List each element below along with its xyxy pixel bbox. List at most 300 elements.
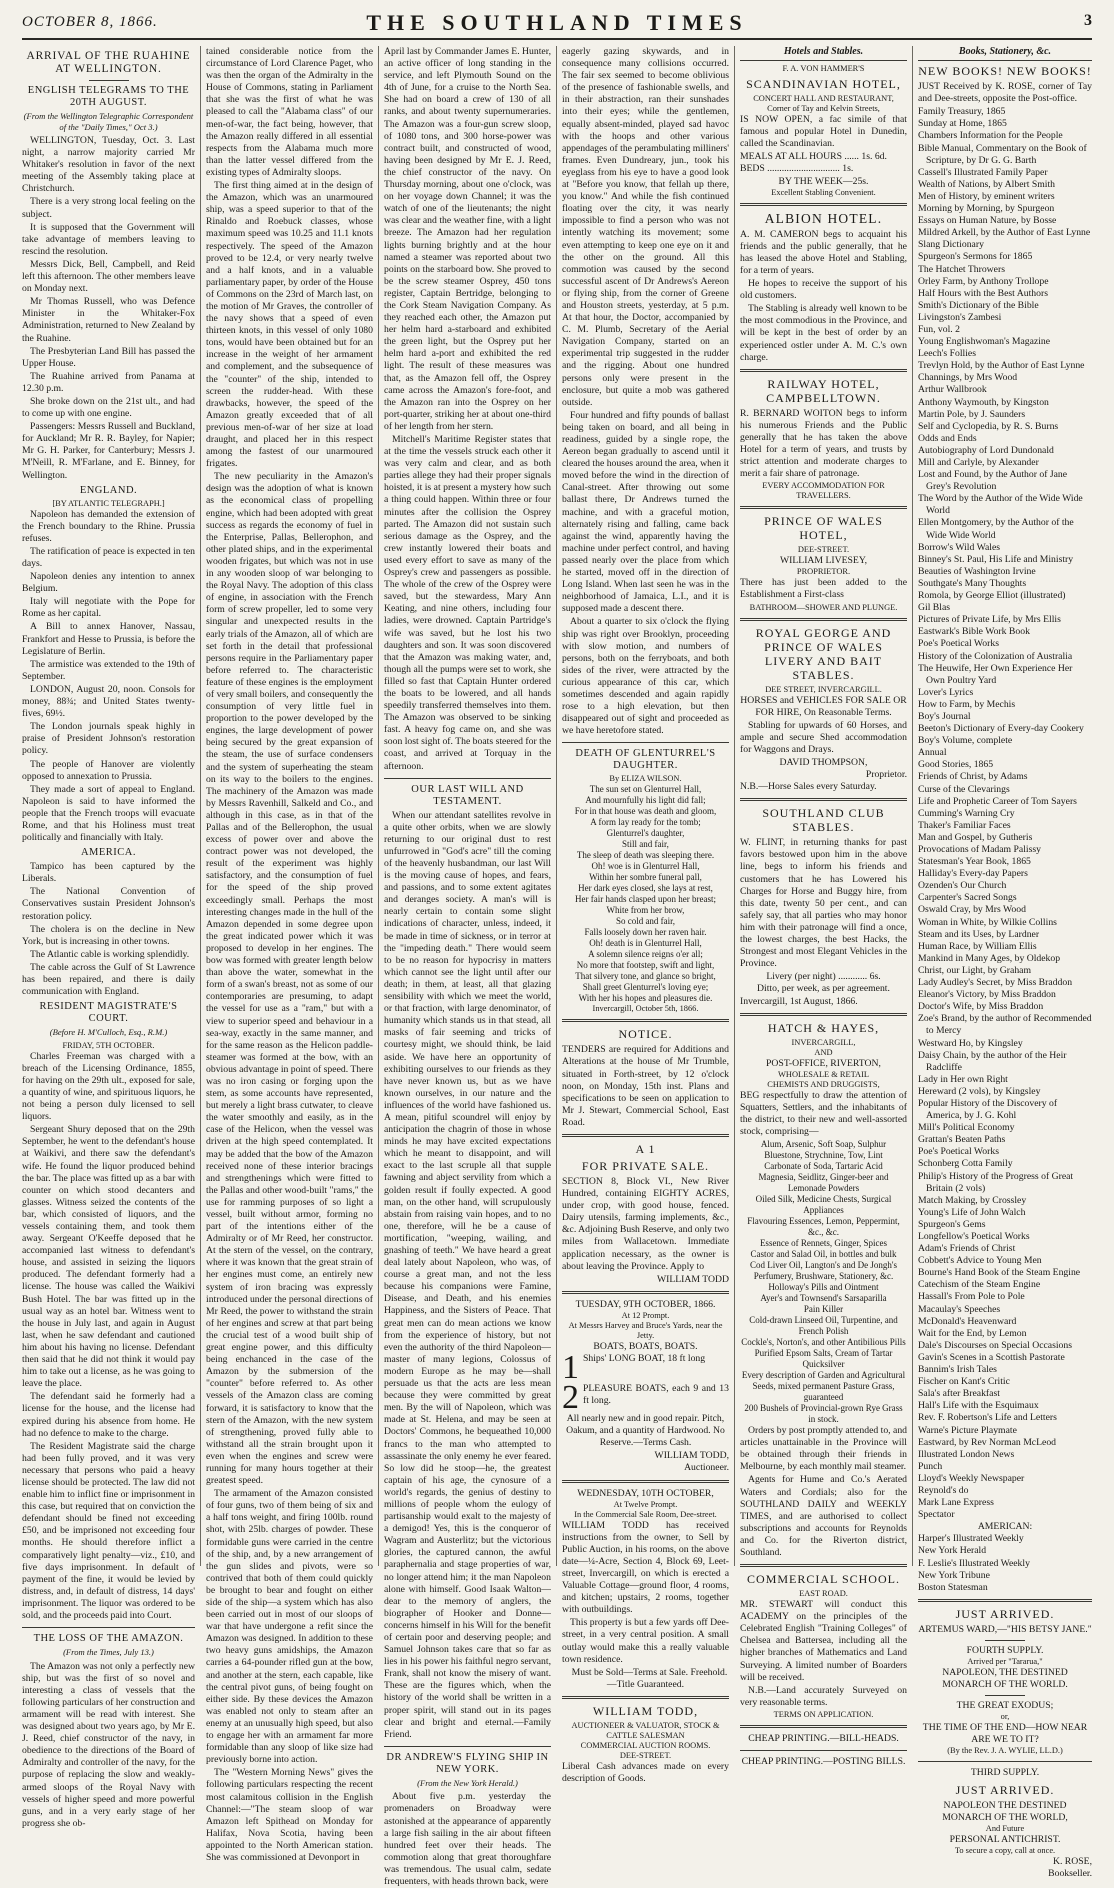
- book-item: Boy's Volume, complete: [918, 735, 1013, 747]
- book-item: Lady Audley's Secret, by Miss Braddon: [918, 977, 1073, 989]
- paragraph: They made a sort of appeal to England. Napoleon is said to have informed the people that the French troops will evacuate Rome, and that his Holiness must treat politically and financially with Italy.: [22, 783, 195, 844]
- column-5: [734, 46, 912, 1768]
- list-item: Purified Epsom Salts, Cream of Tartar: [754, 1348, 893, 1359]
- hammer-text: IS NOW OPEN, a fac simile of that famous and popular Hotel in Dunedin, called the Scandinavian.: [740, 114, 907, 150]
- divider: [740, 1564, 907, 1567]
- book-item: Romola, by George Elliot (illustrated): [918, 590, 1066, 602]
- todd-role: AUCTIONEER & VALUATOR, STOCK & CATTLE SALESMAN: [571, 1720, 720, 1740]
- book-item: Lover's Lyrics: [918, 686, 974, 698]
- list-item: Pain Killer: [803, 1304, 844, 1315]
- book-item: Chambers Information for the People: [918, 130, 1063, 142]
- sale-text: SECTION 8, Block VI., New River Hundred, containing EIGHTY ACRES, under crop, with good house, fenced. Dairy utensils, farming implements, &c., &c. Adjoining Bush Reserve, and only two miles from Wallacetown. Immediate application necessary, as the owner is about leaving the Province. Apply to: [562, 1176, 729, 1272]
- cheap-printing-2: CHEAP PRINTING.—POSTING BILLS.: [741, 1756, 906, 1768]
- pow-street: DEE-STREET.: [797, 545, 850, 555]
- book-item: Christ, our Light, by Graham: [918, 964, 1032, 976]
- book-item: Essays on Human Nature, by Bosse: [918, 215, 1057, 227]
- book-item: Mill's Political Economy: [918, 1122, 1015, 1134]
- book-item: Sala's after Breakfast: [918, 1388, 1000, 1400]
- court-date: FRIDAY, 5TH OCTOBER.: [62, 1040, 155, 1050]
- list-item: Every description of Garden and Agricultural Seeds, mixed permanent Pasture Grass, guaranteed: [741, 1370, 906, 1403]
- fourth-supply: FOURTH SUPPLY.: [966, 1644, 1044, 1656]
- scandinavian-hotel: SCANDINAVIAN HOTEL,: [746, 77, 901, 92]
- paragraph: Mitchell's Maritime Register states that at the time the vessels struck each other it was very calm and clear, and as both parties allege they had their proper signals hoisted, it is at present a mystery how such a thing could happen. Within three or four minutes after the collision the Osprey parted. The Amazon did not sustain such serious damage as the Osprey, and the crew instantly lowered their boats and used every effort to save as many of the Osprey's crew and passengers as possible. The whole of the crew of the Osprey were saved, but the stewardess, Mary Ann Keating, and nine others, including four ladies, were drowned. Captain Partridge's wife was saved, but he lost his two daughters and son. It was soon discovered that the Amazon was making water, and, though all the pumps were set to work, she filled so fast that Captain Hunter ordered the boats to be lowered, and all hands speedily transferred themselves into them. The Amazon was observed to be sinking fast. A heavy fog came on, and she was soon lost sight of. The boats steered for the coast, and arrived at Torquay in the afternoon.: [384, 434, 551, 772]
- todd-heading: WILLIAM TODD,: [592, 1703, 699, 1718]
- hatch-hayes-heading: HATCH & HAYES,: [767, 1020, 880, 1035]
- headline-england: ENGLAND.: [79, 484, 138, 496]
- list-item: Holloway's Pills and Ointment: [768, 1282, 879, 1293]
- book-item: Oswald Cray, by Mrs Wood: [918, 904, 1026, 916]
- book-item: Odds and Ends: [918, 432, 977, 444]
- just-arrived-2: JUST ARRIVED.: [955, 1782, 1055, 1797]
- book-item: Warne's Picture Playmate: [918, 1424, 1017, 1436]
- book-item: Provocations of Madam Palissy: [918, 844, 1041, 855]
- book-item: Steam and its Uses, by Lardner: [918, 928, 1040, 940]
- hammer-location: Corner of Tay and Kelvin Streets,: [767, 104, 880, 114]
- book-list: [918, 106, 1092, 1521]
- list-item: Flavouring Essences, Lemon, Peppermint, &c., &c.: [747, 1216, 900, 1238]
- book-item: Sunday at Home, 1865: [918, 118, 1007, 130]
- boats-heading: BOATS, BOATS, BOATS.: [593, 1340, 698, 1352]
- book-item: Arthur Wallbrook: [918, 384, 987, 396]
- stabling-note: Excellent Stabling Convenient.: [771, 187, 876, 197]
- american-item: New York Herald: [918, 1545, 987, 1557]
- book-item: Eleanor's Victory, by Miss Braddon: [918, 989, 1056, 1001]
- book-item: Slang Dictionary: [918, 239, 984, 251]
- poem-line: With her his hopes and pleasures die.: [578, 993, 713, 1004]
- poem-line: Still and fair,: [622, 839, 669, 850]
- poem-line: For in that house was death and gloom,: [574, 806, 717, 817]
- poem: [562, 784, 729, 1004]
- column-2: [200, 46, 378, 1863]
- book-item: Eastwark's Bible Work Book: [918, 626, 1030, 638]
- divider: [740, 369, 907, 372]
- royal-text: HORSES and VEHICLES FOR SALE OR FOR HIRE, On Reasonable Terms.: [740, 694, 907, 718]
- napoleon-monarch: NAPOLEON, THE DESTINED MONARCH OF THE WORLD.: [942, 1667, 1068, 1691]
- book-item: Mill and Carlyle, by Alexander: [918, 457, 1039, 468]
- auction-venue: At Messrs Harvey and Bruce's Yards, near the Jetty.: [568, 1320, 723, 1340]
- paragraph: The cable across the Gulf of St Lawrence has been repaired, and there is daily communication with England.: [22, 961, 195, 998]
- paragraph: Sergeant Shury deposed that on the 29th September, he went to the defendant's house at Waikivi, and there saw the defendant's wife. He found the liquor produced behind the bar. The place was fitted up as a bar with counter on which stood decanters and glasses. Witness seized the contents of the bar, which consisted of liquors, and the vessels containing them, and took them away. Sergeant O'Keeffe deposed that he accompanied last witness to defendant's house, and assisted in seizing the liquors produced. The defendant formerly had a license. The house was called the Waikivi Bush Hotel. The bar was fitted up in the usual way as an hotel bar. Witness went to the house in July last, and again in August last, when he saw defendant and cautioned him about his having no license. Defendant then said that he did not think it would pay him to take out a license, as he was going to leave the place.: [22, 1124, 195, 1390]
- divider: [562, 1696, 729, 1699]
- book-item: Orley Farm, by Anthony Trollope: [918, 275, 1049, 287]
- boats-note: All nearly new and in good repair. Pitch, Oakum, and a quantity of Hardwood. No Reserve.—Terms Cash.: [566, 1413, 725, 1449]
- paragraph: The ratification of peace is expected in ten days.: [22, 545, 195, 569]
- divider: [562, 1480, 729, 1483]
- book-item: Young Englishwoman's Magazine: [918, 336, 1051, 348]
- poem-line: A form lay ready for the tomb;: [590, 817, 701, 828]
- just-arrived-heading: JUST ARRIVED.: [955, 1606, 1055, 1621]
- paragraph: Passengers: Messrs Russell and Buckland, for Auckland; Mr R. R. Bayley, for Napier; Mr G. H. Parker, for Canterbury; Messrs J. M'Neill, R. M'Farlane, and E. Binney, for Wellington.: [22, 421, 195, 481]
- book-item: Daisy Chain, by the author of the Heir Radcliffe: [918, 1049, 1067, 1073]
- railway-text: R. BERNARD WOITON begs to inform his numerous Friends and the Public generally that he has taken the above Hotel for a term of years, and trusts by strict attention and moderate charges to merit a fair share of patronage.: [740, 407, 907, 480]
- list-item: 200 Bushels of Provincial-grown Rye Grass in stock.: [744, 1403, 903, 1425]
- divider: [22, 1627, 195, 1628]
- column-3: [378, 46, 556, 1887]
- or-word: or,: [1000, 1712, 1010, 1722]
- book-item: Trevlyn Hold, by the Author of East Lynne: [918, 360, 1085, 372]
- book-item: Thaker's Familiar Faces: [918, 819, 1011, 831]
- wednesday-text: WILLIAM TODD has received instructions from the owner, to Sell by Public Auction, in his rooms, on the above date—¼-Acre, Section 4, Block 69, Leet-street, Invercargill, on which is erected a Valuable Cottage—ground floor, 4 rooms, and kitchen; upstairs, 2 rooms, together with outbuildings.: [562, 1519, 729, 1616]
- paragraph: The first thing aimed at in the design of the Amazon, which was an unarmoured ship, was a speed superior to that of the Rinaldo and Roebuck classes, whose maximum speed was 10.25 and 11.1 knots respectively. The speed of the Amazon proved to be 12.4, or very nearly twelve and a half knots, and in a valuable parliamentary paper, by order of the House of Commons on the 23rd of March last, on the motion of Mr Graves, the controller of the navy shows that a speed of even thirteen knots, in this vessel of only 1080 tons, would have been obtained but for an increase in the weight of her armament and complement, and the subsequence of the "counter" of the ship, intended to screen the rudder-head. With these drawbacks, however, the speed of the Amazon greatly exceeded that of all previous men-of-war of her size at load draught, and placed her in this respect among the fastest of our unarmoured frigates.: [206, 180, 373, 470]
- boat-count-icon: 2: [562, 1379, 579, 1417]
- book-item: History of the Colonization of Australia: [918, 650, 1073, 662]
- book-item: Macaulay's Speeches: [918, 1303, 1001, 1315]
- boat-text: Ships' LONG BOAT, 18 ft long: [583, 1353, 706, 1365]
- private-sale-heading: FOR PRIVATE SALE.: [581, 1159, 710, 1173]
- club-text: W. FLINT, in returning thanks for past favors bestowed upon him in the above line, begs to inform his friends and customers that he has Lowered his Charges for Horse and Buggy hire, from this date, twenty 50 per cent., and can safely say, that all parties who may honor him with their patronage will find a once, the lowest charges, the best Hacks, the Strongest and most Elegant Vehicles in the Province.: [740, 837, 907, 970]
- hammer-owner: F. A. VON HAMMER'S: [782, 64, 865, 74]
- flying-ship-source: (From the New York Herald.): [417, 1777, 518, 1788]
- book-item: Lloyd's Weekly Newspaper: [918, 1472, 1025, 1484]
- club-livery: Livery (per night) ............ 6s.: [766, 971, 881, 983]
- divider: [740, 506, 907, 509]
- poem-line: Within her sombre funeral pall,: [589, 872, 702, 883]
- divider: [985, 1695, 1025, 1696]
- book-item: Eastward, by Rev Norman McLeod: [918, 1436, 1057, 1448]
- prince-of-wales-heading: PRINCE OF WALES HOTEL,: [764, 514, 883, 543]
- headline-last-will: OUR LAST WILL AND TESTAMENT.: [411, 783, 524, 807]
- book-item: Wealth of Nations, by Albert Smith: [918, 178, 1055, 190]
- poem-line: The sun set on Glenturrel Hall,: [589, 784, 702, 795]
- pow-text: There has just been added to the Establishment a First-class: [740, 577, 907, 601]
- school-nb: N.B.—Land accurately Surveyed on very reasonable terms.: [740, 1684, 907, 1708]
- paragraph: The new peculiarity in the Amazon's design was the adoption of what is known as the economical class of propelling engine, which had been adopted with great success as regards the economy of fuel in the Enterprise, Pallas, Bellerophon, and other plated ships, and in the experimental wooden frigates, but which was not in use in any wooden sloop of war belonging to the Royal Navy. The adoption of this class of engine, in association with the French form of screw propeller, led to some very singular and unexpected results in the early trials of the Amazon, all of which are set forth in the detail that professional persons require in the Parliamentary paper before referred to. The characteristic feature of these engines is the employment of very small boilers, and consequently the consumption of very little fuel in proportion to the power developed by the engines, the large development of power being secured by the great expansion of the steam, the use of surface condensers and the system of superheating the steam on its way to the boilers to the engines. The machinery of the Amazon was made by Messrs Ravenhill, Salkeld and Co., and although in this case, as in that of the Pallas and of the Bellerophon, the usual excess of power over and above the contract power was not developed, the result of the experiment was highly satisfactory, and the consumption of fuel for the speed of the ship proved exceedingly small. Perhaps the most interesting changes made in the hull of the Amazon depended in some degree upon the great indicated power which it was proposed to develop in her engines. The bow was formed with greater length below than above the water, somewhat in the form of a swan's breast, not as some of our contemporaries are presuming, to adapt the vessel for use as a "ram," but with a view to superior speed and behaviour in a sea-way, exactly in the same manner, and for the same reason as the Helicon paddle-steamer was formed at the bow, with an obvious advantage in point of speed. There was no iron casing or forging upon the stem, as some accounts have represented, but merely a light brass cutwater, to cleave the water smoothly and easily, as in the case of the Helicon, when the vessel was driven at the high speed contemplated. It may be added that the bow of the Amazon received none of these interior bracings and strengthenings which were fitted to the Pallas and other wood-built "rams," the use for ramming purposes of so light a vessel, built without armor, forming no part of the intentions either of the Admiralty or of Mr Reed, her constructor. At the stern of the vessel, on the contrary, where it was known that the great strain of her engines must come, an entirely new system of iron bracing was expressly introduced under the personal directions of Mr Reed, the power to withstand the strain of her engines and screw at that part being the crucial test of a wood built ship of great engine power, and this difficulty being enchanced in the case of the Amazon by the submersion of the "counter" before referred to. As other vessels of the Amazon class are coming forward, it is satisfactory to know that the stern of the Amazon, with the new system of strengthening, proved fully able to withstand all the strain brought upon it even when the engines and screw were running for many hours together at their greatest speed.: [206, 471, 373, 1487]
- third-supply: THIRD SUPPLY.: [970, 1767, 1040, 1779]
- column-6: [912, 46, 1092, 1879]
- book-item: Adam's Friends of Christ: [918, 1243, 1016, 1255]
- auction-time: At 12 Prompt.: [621, 1310, 670, 1320]
- divider: [384, 778, 551, 779]
- paragraph: The Presbyterian Land Bill has passed the Upper House.: [22, 345, 195, 369]
- paragraph: Napoleon denies any intention to annex Belgium.: [22, 571, 195, 595]
- book-item: Human Race, by William Ellis: [918, 940, 1037, 952]
- divider: [740, 798, 907, 801]
- book-item: Curse of the Clevarings: [918, 783, 1010, 795]
- book-item: The Heuwife, Her Own Experience Her Own Poultry Yard: [918, 662, 1073, 686]
- book-item: Philip's History of the Progress of Great Britain (2 vols): [918, 1170, 1074, 1194]
- stock-list: [740, 1139, 907, 1425]
- divider: [740, 203, 907, 206]
- book-item: Bannim's Irish Tales: [918, 1364, 997, 1376]
- paragraph: The National Convention of Conservatives sustain President Johnson's restoration policy.: [22, 886, 195, 922]
- poem-line: That silvery tone, and glance so bright,: [575, 971, 716, 982]
- wednesday-venue: In the Commercial Sale Room, Dee-street.: [574, 1509, 717, 1519]
- book-item: Southgate's Many Thoughts: [918, 577, 1027, 589]
- book-item: Good Stories, 1865: [918, 759, 994, 771]
- time-of-end: THE TIME OF THE END—HOW NEAR ARE WE TO IT?: [922, 1722, 1088, 1746]
- boat-count-icon: 1: [562, 1349, 579, 1387]
- poem-line: A solemn silence reigns o'er all;: [588, 949, 703, 960]
- school-text: MR. STEWART will conduct this ACADEMY on the principles of the Celebrated English "Training Colleges" of Chelsea and Battersea, including all the higher branches of Mathematics and Land Surveying. A limited number of Boarders will be received.: [740, 1599, 907, 1683]
- tararua-note: Arrived per "Tararua,": [967, 1657, 1043, 1666]
- book-item: Doctor's Wife, by Miss Braddon: [918, 1001, 1044, 1013]
- book-item: How to Farm, by Mechis: [918, 698, 1016, 710]
- poem-line: White from her brow,: [606, 905, 685, 916]
- book-item: Spurgeon's Sermons for 1865: [918, 251, 1033, 263]
- club-stables-heading: SOUTHLAND CLUB STABLES.: [762, 806, 885, 835]
- book-item: Woman in White, by Wilkie Collins: [918, 916, 1057, 928]
- paragraph: tained considerable notice from the circumstance of Lord Clarence Paget, who was then the organ of the Admiralty in the House of Commons, stating in Parliament that she was the first of what he was pleased to call the "Alabama class" of our men-of-war, the fact being, however, that the Amazon really differed in all essential respects from the Alabama much more than the latter vessel differed from the existing types of Admiralty sloops.: [206, 46, 373, 178]
- section-hotels: Hotels and Stables.: [740, 46, 907, 61]
- headline-ruahine: ARRIVAL OF THE RUAHINE AT WELLINGTON.: [26, 50, 191, 75]
- paragraph: eagerly gazing skywards, and in consequence many collisions occurred. The fair sex seemed to become oblivious of the presence of fashionable swells, and in their abstraction, ran their sunshades into their eyes; while the gentlemen, equally absent-minded, played sad havoc with the hoops and other various appendages of the perambulating milliners' frames. Even Dundreary, jun., took his eyeglass from his eye to have a good look at "Before you know, that fellah up there, you know." And while the fish continued floating over the city, it was nearly impossible to find a person who was not intently watching its movement; some even attempting to keep one eye on it and the other on the ground. All this commotion was caused by the second successful ascent of Dr Andrews's Aereon or flying ship, from the corner of Greene and Houston streets, yesterday, at 5 p.m. At that hour, the Doctor, accompanied by C. M. Plumb, Secretary of the Aerial Navigation Company, started on an experimental trip suggested in the rudder and the rigging. About one hundred persons only were present in the enclosure, but quite a mob was gathered outside.: [562, 46, 729, 408]
- book-item: Schonberg Cotta Family: [918, 1158, 1013, 1170]
- book-item: Mildred Arkell, by the Author of East Lynne: [918, 227, 1091, 239]
- boat-text: PLEASURE BOATS, each 9 and 13 ft long.: [583, 1383, 729, 1407]
- albion-text3: The Stabling is already well known to be the most commodious in the Province, and will be kept in the best of order by an experienced ostler under A. M. C.'s own charge.: [740, 303, 908, 363]
- royal-role: Proprietor.: [865, 769, 907, 781]
- book-item: Illustrated London News: [918, 1448, 1015, 1460]
- page-number: 3: [1084, 12, 1092, 29]
- auction-date: TUESDAY, 9TH OCTOBER, 1866.: [575, 1298, 716, 1310]
- notice-heading: NOTICE.: [618, 1027, 673, 1042]
- book-item: Gil Blas: [918, 602, 951, 614]
- headline-amazon: THE LOSS OF THE AMAZON.: [33, 1633, 184, 1645]
- paragraph: The people of Hanover are violently opposed to annexation to Prussia.: [22, 758, 195, 782]
- divider: [562, 1134, 729, 1137]
- wednesday-heading: WEDNESDAY, 10TH OCTOBER,: [577, 1487, 714, 1499]
- divider: [562, 1291, 729, 1294]
- book-item: Cassell's Illustrated Family Paper: [918, 166, 1048, 178]
- book-item: McDonald's Heavenward: [918, 1315, 1017, 1327]
- book-item: Boy's Journal: [918, 710, 971, 722]
- paragraph: The Ruahine arrived from Panama at 12.30 p.m.: [22, 370, 195, 394]
- paragraph: The armament of the Amazon consisted of four guns, two of them being of six and a half tons weight, and firing 100lb. round shot, with 25lb. charges of powder. These formidable guns were carried in the centre of the ship, and, by a new arrangement of the gun slides and pivots, were so contrived that both of them could quickly be brought to bear and fought on either side of the ship—a system which has also been carried out in most of our sloops of war that have undergone a refit since the Amazon was designed. In addition to these two heavy guns amidships, the Amazon carries a 64-pounder rifled gun at the bow, and another at the stern, each capable, like the central pivot guns, of being fought on either side. By these devices the Amazon was enabled not only to steam after an enemy at an unusually high speed, but also to engage her with an armament far more formidable than any sloop of like size had previously borne into action.: [206, 1488, 373, 1766]
- albion-heading: ALBION HOTEL.: [764, 210, 883, 226]
- boats-role: Auctioneer.: [684, 1462, 729, 1474]
- poem-line: So cold and fair,: [615, 916, 676, 927]
- book-item: Family Treasury, 1865: [918, 106, 1006, 118]
- book-item: Grattan's Beaten Paths: [918, 1134, 1006, 1146]
- new-books-heading: NEW BOOKS! NEW BOOKS!: [918, 64, 1092, 79]
- paragraph: April last by Commander James E. Hunter, an active officer of long standing in the service, and left Plymouth Sound on the 4th of June, for a cruise to the North Sea. She had on board a crew of 130 of all ranks, and about twenty supernumeraries. The Amazon was a four-gun screw sloop, of 1080 tons, and 300 horse-power was contract built, and constructed of wood, having been designed by Mr E. J. Reed, the chief constructor of the navy. On Thursday morning, about one o'clock, was on her voyage down Channel; it was the watch of one of the lieutenants; the night was clear and the weather fine, with a light breeze. The Amazon had her regulation lights burning brightly and at the hour named a steamer was reported about two points on the starboard bow. She proved to be the screw steamer Osprey, 450 tons register, Captain Bertridge, belonging to the Cork Steam Navigation Company. As they reached each other, the Amazon put her helm hard a-starboard and exhibited the green light, but the Osprey put her helm hard a-port and exhibited the red light. The result of these measures was that, as the Amazon fell off, the Osprey came across the Amazon's fore-foot, and the Amazon ran into the Osprey on her port-quarter, striking her at about one-third of her length from her stern.: [384, 46, 551, 432]
- book-item: Mark Lane Express: [918, 1497, 994, 1509]
- book-item: Livingston's Zambesi: [918, 311, 1002, 323]
- book-item: Half Hours with the Best Authors: [918, 287, 1048, 299]
- book-item: Longfellow's Poetical Works: [918, 1231, 1030, 1242]
- wylie-author: (By the Rev. J. A. WYLIE, LL.D.): [947, 1746, 1063, 1756]
- and-future: And Future: [985, 1823, 1025, 1833]
- divider: [740, 1750, 907, 1751]
- boat-item: [562, 1379, 729, 1417]
- list-item: Perfumery, Brushware, Stationery, &c.: [753, 1271, 894, 1282]
- hatch-and: AND: [814, 1047, 833, 1057]
- paragraph: Charles Freeman was charged with a breach of the Licensing Ordinance, 1855, for having on the 29th ult., exposed for sale, a quantity of wine, and spirituous liquors, he not being a person duly licensed to sell liquors.: [22, 1050, 196, 1123]
- list-item: Magnesia, Seidlitz, Ginger-beer and Lemonade Powders: [758, 1172, 889, 1194]
- list-item: Castor and Salad Oil, in bottles and bulk: [750, 1249, 897, 1260]
- book-item: Cobbett's Advice to Young Men: [918, 1255, 1042, 1267]
- list-item: Cold-drawn Linseed Oil, Turpentine, and French Polish: [749, 1315, 898, 1337]
- paragraph: When our attendant satellites revolve in a quite other orbits, when we are slowly returning to our original dust to rest unfurrowed in "God's acre" till the coming of the heavenly husbandman, our last Will is the moving cause of hopes, and fears, and passions, and to some extent agitates and deranges society. A man's will is nearly certain to contain some slight indications of character, unless, indeed, it be made in time of sickness, or in terror at the "impeding death." There would seem to be no reason for hypocrisy in matters which cannot see the light until after our death; in them, at least, all that glazing sensibility with which we meet the world, or that fraction, with large denominator, of humanity which stands us in that stead, all masks of fair seeming and tricks of courtesy might, we should think, be laid aside. We have here an opportunity of exhibiting ourselves to our friends as they have never known us, but as we have known ourselves, in our nature and the influences of the world have fashioned us. A mean, pitiful scoundrel will enjoy by anticipation the chagrin of those in whose minds he may have excited expectations which he meant to disappoint, and will exact to the last scruple all that supple fawning and abject servility from which a golden result if foully expected. A good man, on the other hand, will scrupulously abstain from raising vain hopes, and to no one, therefore, will he be a cause of mortification, "weeping, wailing, and gnashing of teeth." We have heard a great deal lately about Napoleon, who was, of course a great man, and not the less because his companions were Famine, Disease, and Death, and his enemies Happiness, and the Sisters of Peace. That great men can do mean actions we know from the experience of history, but not even the authority of the third Napoleon—master of many legions, Colossus of modern Europe as he may be—shall persuade us that the acts are less mean because they were committed by great men. By the will of Napoleon, which was made at St. Helena, and may be seen at Doctors' Commons, he bequeathed 10,000 francs to the man who attempted to assassinate the only enemy he ever feared. So low did he stoop—he, the greatest captain of his age, the cynosure of a world's regards, the genius of destiny to millions of people whom the eulogy of partisanship would exalt to the majesty of a demigod! Yes, this is the conqueror of Wagram and Austerlitz; but the victorious glories, the captured cannon, the awful paraphernalia and stage properties of war, no longer attend him; it the man Napoleon alone with himself. Good Isaak Walton—dear to the memory of anglers, the biographer of Hooker and Donne—concerns himself in his Will for the benefit of certain poor and deserving people; and Samuel Johnson takes care that so far as lies in his power his faithful negro servant, Frank, shall not know the misery of want. These are the figures which, when the history of the world shall be written in a proper spirit, will stand out in its pages clear and bright and eternal.—Family Friend.: [384, 809, 551, 1740]
- paragraph: Four hundred and fifty pounds of ballast being taken on board, and all being in readiness, guided by a single rope, the Aereon began gradually to ascend until it cleared the houses around the area, when it moved before the wind in the direction of Canal-street. After throwing out some ballast there, Dr Andrews turned the machine, and with a graceful motion, alternately rising and falling, came back against the wind, apparently having the machine under perfect control, and having passed nearly over the place from which he started, moved off in the direction of Long Island. When last seen he was in the neighborhood of Jamaica, L.I., and it is supposed made a descent there.: [562, 409, 729, 615]
- railway-heading: RAILWAY HOTEL, CAMPBELLTOWN.: [766, 376, 881, 405]
- todd-street: DEE-STREET.: [619, 1750, 672, 1760]
- book-item: Anthony Waymouth, by Kingston: [918, 396, 1049, 408]
- american-item: F. Leslie's Illustrated Weekly: [918, 1557, 1030, 1569]
- american-heading: AMERICAN:: [977, 1521, 1033, 1533]
- divider: [384, 1746, 551, 1747]
- book-item: Lady in Her own Right: [918, 1073, 1008, 1085]
- paragraph: The Amazon was not only a perfectly new ship, but was the first of so novel and interesting a class of vessels that the following particulars of her construction and armament will be read with interest. She was designed about two years ago, by Mr E. J. Reed, chief constructor of the navy, in obedience to the directions of the Board of Admiralty and controller of the navy, for the purpose of replacing the slow and weakly-armed sloops of the Royal Navy with vessels of higher speed and more powerful guns, and in a very early stage of her progress she ob-: [22, 1660, 195, 1829]
- book-item: Beauties of Washington Irvine: [918, 565, 1036, 577]
- poem-line: Shall greet Glenturrel's loving eye;: [582, 982, 709, 993]
- list-item: Cockle's, Norton's, and other Antibilious Pills: [741, 1337, 906, 1348]
- headline-telegrams: ENGLISH TELEGRAMS TO THE 20TH AUGUST.: [27, 85, 190, 108]
- list-item: Carbonate of Soda, Tartaric Acid: [764, 1161, 883, 1172]
- paragraph: Italy will negotiate with the Pope for Rome as her capital.: [22, 596, 195, 620]
- paragraph: She broke down on the 21st ult., and had to come up with one engine.: [22, 395, 195, 420]
- masthead: [22, 6, 1092, 40]
- book-item: Mankind in Many Ages, by Oldekop: [918, 952, 1061, 964]
- albion-text: A. M. CAMERON begs to acquaint his friends and the public generally, that he has leased the above Hotel and Stabling, for a term of years.: [740, 228, 907, 276]
- paragraph: LONDON, August 20, noon. Consols for money, 88¾; and United States twenty-fives, 69½.: [22, 683, 195, 720]
- book-item: Fun, vol. 2: [918, 323, 960, 335]
- book-item: Cumming's Warning Cry: [918, 807, 1015, 819]
- royal-george-heading: ROYAL GEORGE AND PRINCE OF WALES LIVERY AND BAIT STABLES.: [755, 625, 892, 682]
- book-item: Hall's Life with the Esquimaux: [918, 1400, 1039, 1412]
- poem-line: The sleep of death was sleeping there.: [576, 850, 715, 861]
- school-location: EAST ROAD.: [799, 1589, 848, 1599]
- poem-line: Oh! woe is in Glenturrel Hall,: [591, 861, 700, 872]
- royal-text2: Stabling for upwards of 60 Horses, and ample and secure Shed accommodation for Waggons and Drays.: [740, 719, 907, 755]
- week-price: BY THE WEEK—25s.: [778, 175, 869, 187]
- book-item: Channings, by Mrs Wood: [918, 372, 1018, 384]
- book-item: Binney's St. Paul, His Life and Ministry: [918, 553, 1074, 565]
- poem-line: And mournfully his light did fall;: [585, 795, 706, 806]
- todd-foot: Liberal Cash advances made on every description of Goods.: [562, 1760, 729, 1784]
- poem-line: Her fair hands clasped upon her breast;: [575, 894, 716, 905]
- artemus-ward: ARTEMUS WARD,—"HIS BETSY JANE.": [918, 1623, 1092, 1635]
- paragraph: The armistice was extended to the 19th of September.: [22, 658, 195, 682]
- book-item: Dale's Discourses on Special Occasions: [918, 1339, 1073, 1351]
- paragraph: It is supposed that the Government will take advantage of members leaving to rescind the resolution.: [22, 221, 195, 257]
- book-item: Hassall's From Pole to Pole: [918, 1291, 1025, 1303]
- book-item: Young's Life of John Walch: [918, 1206, 1026, 1218]
- list-item: Oiled Silk, Medicine Chests, Surgical Appliances: [755, 1194, 892, 1216]
- hatch-post-office: POST-OFFICE, RIVERTON,: [766, 1057, 881, 1069]
- school-terms: TERMS ON APPLICATION.: [773, 1709, 874, 1719]
- book-item: Pictures of Private Life, by Mrs Ellis: [918, 614, 1061, 626]
- rose-signature: K. ROSE,: [1052, 1855, 1092, 1867]
- book-item: Martin Pole, by J. Saunders: [918, 408, 1026, 420]
- paragraph: Tampico has been captured by the Liberals.: [22, 861, 195, 885]
- book-item: Morning by Morning, by Spurgeon: [918, 203, 1055, 215]
- a1-heading: A 1: [635, 1142, 656, 1156]
- book-item: Spectator: [918, 1509, 955, 1521]
- american-item: New York Tribune: [918, 1569, 990, 1581]
- book-item: Men of History, by eminent writers: [918, 190, 1055, 202]
- book-item: Autobiography of Lord Dundonald: [918, 444, 1054, 456]
- divider: [562, 1019, 729, 1022]
- amazon-source: (From the Times, July 13.): [63, 1647, 154, 1658]
- book-item: Fischer on Kant's Critic: [918, 1376, 1010, 1388]
- american-item: Boston Statesman: [918, 1581, 988, 1593]
- poem-line: No more that footstep, swift and light,: [576, 960, 715, 971]
- book-item: Popular History of the Discovery of America, by J. G. Kohl: [918, 1097, 1058, 1122]
- divider: [918, 1599, 1092, 1602]
- headline-poem: DEATH OF GLENTURREL'S DAUGHTER.: [575, 748, 716, 772]
- book-item: Statesman's Year Book, 1865: [918, 856, 1031, 868]
- poem-line: Falls loosely down her raven hair.: [584, 927, 707, 938]
- hatch-text2: Orders by post promptly attended to, and articles unattainable in the Province will be obtained through their friends in Melbourne, by each monthly mail steamer.: [740, 1425, 908, 1473]
- book-item: Self and Cyclopedia, by R. S. Burns: [918, 420, 1059, 432]
- book-item: Rev. F. Robertson's Life and Letters: [918, 1412, 1057, 1424]
- book-item: Westward Ho, by Kingsley: [918, 1037, 1023, 1049]
- paragraph: There is a very strong local feeling on the subject.: [22, 196, 195, 220]
- paragraph: Napoleon has demanded the extension of the French boundary to the Rhine. Prussia refuses.: [22, 508, 195, 544]
- sale-signature: WILLIAM TODD: [656, 1273, 729, 1285]
- book-item: Ellen Montgomery, by the Author of the Wide Wide World: [918, 517, 1074, 541]
- paragraph: The Resident Magistrate said the charge had been fully proved, and it was very necessary that persons who paid a heavy license should be protected. The law did not enable him to inflict fine or imprisonment in this case, but required that on conviction the defendant should be fined not exceeding £50, and be imprisoned not exceeding four months. He should therefore inflict a comparatively light penalty—viz., £10, and five days imprisonment. In default of payment of the fine, it would be levied by distress, and, in default of distress, 14 days' imprisonment. The liquor was ordered to be sold, and the proceeds paid into Court.: [22, 1440, 195, 1621]
- club-week: Ditto, per week, as per agreement.: [757, 983, 890, 995]
- paragraph: WELLINGTON, Tuesday, Oct. 3. Last night, a narrow majority carried Mr Whitaker's resolution in favor of the next meeting of the Assembly taking place at Christchurch.: [22, 135, 195, 195]
- wednesday-text2: This property is but a few yards off Dee-street, in a very central position. A small outlay would make this a really valuable town residence.: [562, 1617, 729, 1665]
- paragraph: The Atlantic cable is working splendidly.: [30, 948, 190, 960]
- paragraph: The London journals speak highly in praise of President Johnson's restoration policy.: [22, 721, 195, 757]
- book-item: Wait for the End, by Lemon: [918, 1327, 1027, 1339]
- book-item: Spurgeon's Gems: [918, 1218, 986, 1230]
- book-item: Ozenden's Our Church: [918, 880, 1007, 892]
- book-item: Annual: [918, 747, 947, 759]
- paragraph: Messrs Dick, Bell, Campbell, and Reid left this afternoon. The other members leave on Monday next.: [22, 258, 195, 295]
- railway-note: EVERY ACCOMMODATION FOR TRAVELLERS.: [762, 481, 885, 501]
- list-item: Essence of Rennets, Ginger, Spices: [759, 1238, 888, 1249]
- book-item: Smith's Dictionary of the Bible: [918, 299, 1039, 311]
- book-item: Man and Gospel, by Gutheris: [918, 831, 1033, 843]
- divider: [985, 1640, 1025, 1641]
- book-item: Halliday's Every-day Papers: [918, 868, 1028, 880]
- cheap-printing-1: CHEAP PRINTING.—BILL-HEADS.: [748, 1732, 899, 1744]
- book-item: Reynold's do: [918, 1484, 969, 1496]
- headline-america: AMERICA.: [80, 847, 137, 859]
- todd-rooms: COMMERCIAL AUCTION ROOMS.: [580, 1740, 711, 1750]
- headline-flying-ship: DR ANDREW'S FLYING SHIP IN NEW YORK.: [386, 1751, 549, 1775]
- paragraph: The defendant said he formerly had a license for the house, and the license had expired during his absence from home. He had no defence to make to the charge.: [22, 1391, 195, 1439]
- list-item: Alum, Arsenic, Soft Soap, Sulphur: [760, 1139, 887, 1150]
- divider: [918, 1761, 1092, 1762]
- divider: [740, 618, 907, 621]
- book-item: Match Making, by Crossley: [918, 1194, 1027, 1206]
- book-item: Leech's Follies: [918, 348, 976, 360]
- books-intro: JUST Received by K. ROSE, corner of Tay and Dee-streets, opposite the Post-office.: [918, 81, 1092, 105]
- paragraph: The cholera is on the decline in New York, but is increasing in other towns.: [22, 923, 195, 947]
- meals-price: MEALS AT ALL HOURS ...... 1s. 6d.: [740, 151, 887, 163]
- american-list: [918, 1533, 1092, 1593]
- telegram-source: (From the Wellington Telegraphic Correspondent of the "Daily Times," Oct 3.): [23, 111, 194, 132]
- book-item: Beeton's Dictionary of Every-day Cookery: [918, 723, 1084, 735]
- column-1: [22, 46, 200, 1829]
- paragraph: The "Western Morning News" gives the following particulars respecting the recent most calamitous collision in the English Channel:—"The steam sloop of war Amazon left Spithead on Monday for Halifax, Nova Scotia, having been appointed to the North American station. She was commissioned at Devonport in: [206, 1767, 373, 1863]
- pow-bathroom: BATHROOM—SHOWER AND PLUNGE.: [749, 602, 898, 612]
- book-item: Zoe's Brand, by the author of Recommended to Mercy: [918, 1013, 1092, 1037]
- list-item: Quicksilver: [802, 1359, 845, 1370]
- paragraph: About five p.m. yesterday the promenaders on Broadway were astonished at the appearance of apparently a large fish sailing in the air about fifteen hundred feet over their heads. The commotion along that great thoroughfare was tremendous. The usual calm, sedate frequenters, with heads thrown back, were: [384, 1791, 551, 1887]
- section-books: Books, Stationery, &c.: [918, 46, 1092, 61]
- book-item: Friends of Christ, by Adams: [918, 771, 1028, 783]
- concert-hall: CONCERT HALL AND RESTAURANT,: [753, 94, 894, 104]
- personal-antichrist: PERSONAL ANTICHRIST.: [949, 1833, 1061, 1845]
- telegraph-note: [BY ATLANTIC TELEGRAPH.]: [52, 498, 165, 508]
- hatch-text3: Agents for Hume and Co.'s Aerated Waters and Cordials; also for the SOUTHLAND DAILY and WEEKLY TIMES, and are authorised to collect subscriptions and accounts for Reynolds and Co. for the Riverton district, Southland.: [740, 1474, 907, 1558]
- hatch-location: INVERCARGILL,: [791, 1037, 856, 1047]
- book-item: The Word by the Author of the Wide Wide World: [918, 493, 1083, 517]
- book-item: Bourne's Hand Book of the Steam Engine: [918, 1267, 1081, 1279]
- rose-role: Bookseller.: [1048, 1867, 1092, 1879]
- divider: [89, 80, 129, 81]
- great-exodus: THE GREAT EXODUS;: [956, 1700, 1054, 1712]
- albion-text2: He hopes to receive the support of his old customers.: [740, 278, 907, 302]
- wednesday-terms: Must be Sold—Terms at Sale. Freehold.—Title Guaranteed.: [571, 1666, 728, 1690]
